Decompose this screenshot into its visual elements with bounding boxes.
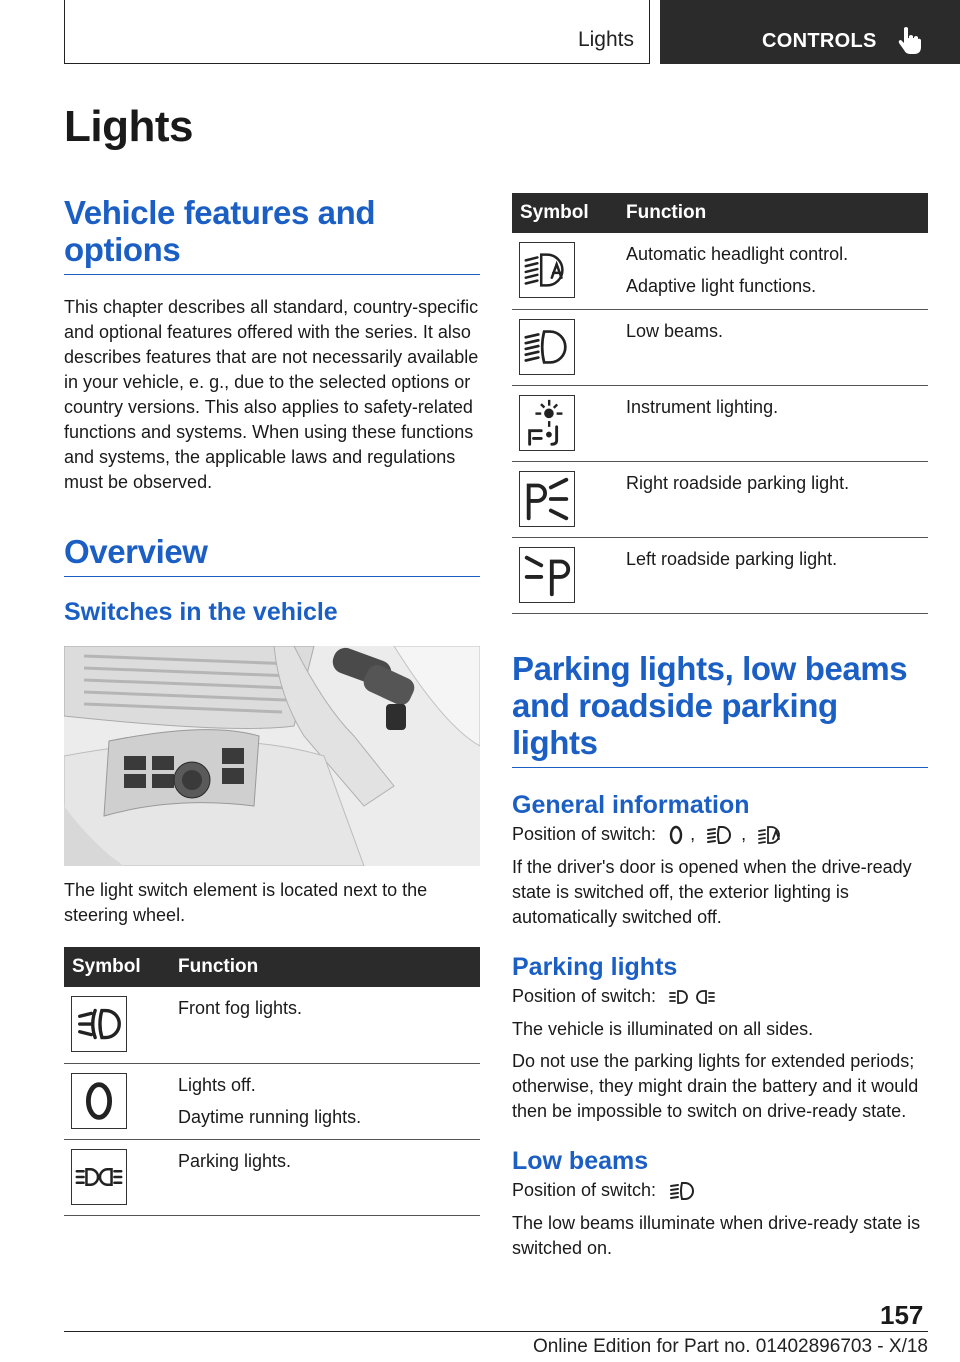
parking-section-heading: Parking lights, low beams and roadside parking lights: [512, 650, 928, 768]
overview-section: [64, 533, 480, 627]
table-row: Lights off. Daytime running lights.: [64, 1063, 480, 1139]
front-fog-lights-icon: [71, 996, 127, 1052]
table-row: Automatic headlight control. Adaptive light functions.: [512, 233, 928, 309]
table-row: Right roadside parking light.: [512, 461, 928, 537]
pointing-hand-icon: [896, 26, 922, 56]
right-roadside-parking-icon: [519, 471, 575, 527]
header-chapter-tab: [660, 0, 960, 64]
switch-caption: The light switch element is located next to the steering wheel.: [64, 880, 428, 925]
symbol-table-right: [512, 193, 928, 614]
parking-section: [512, 650, 928, 1261]
parking-lights-p1: The vehicle is illuminated on all sides.: [512, 1019, 814, 1039]
table-header-function: Function: [618, 193, 928, 233]
parking-position-line: Position of switch:: [512, 984, 928, 1009]
low-beams-position-line: Position of switch:: [512, 1178, 928, 1203]
automatic-headlight-icon: [519, 242, 575, 298]
general-info-heading: General information: [512, 791, 750, 819]
table-header-function: Function: [170, 947, 480, 987]
table-row: Low beams.: [512, 309, 928, 385]
symbol-table-left: [64, 947, 480, 1216]
header-frame: [64, 0, 650, 64]
instrument-lighting-icon: [519, 395, 575, 451]
parking-lights-heading: Parking lights: [512, 953, 678, 981]
automatic-headlight-icon: [757, 824, 787, 846]
chapter-label: CONTROLS: [762, 30, 877, 52]
switches-heading: Switches in the vehicle: [64, 598, 338, 626]
table-header-symbol: Symbol: [64, 947, 170, 987]
table-row: Front fog lights.: [64, 987, 480, 1063]
lights-off-icon: [71, 1073, 127, 1129]
table-row: Parking lights.: [64, 1139, 480, 1215]
page-title: Lights: [64, 102, 193, 151]
lights-off-icon: [667, 824, 685, 846]
footer-edition: Online Edition for Part no. 01402896703 - X/18: [532, 1336, 928, 1357]
low-beams-p1: The low beams illuminate when drive-ready state is switched on.: [512, 1213, 921, 1258]
low-beams-icon: [706, 824, 736, 846]
vehicle-features-body: This chapter describes all standard, country-specific and optional features offered with the series. It also describes features that are not necessarily available in your vehicle, e. g., due to the selected options or country versions. This also applies to safety-related functions and systems. When using these functions and systems, the applicable laws and regulations must be observed.: [64, 297, 479, 492]
low-beams-icon: [669, 1180, 699, 1202]
vehicle-features-section: [64, 194, 480, 495]
parking-lights-icon: [71, 1149, 127, 1205]
table-row: Instrument lighting.: [512, 385, 928, 461]
low-beams-icon: [519, 319, 575, 375]
low-beams-heading: Low beams: [512, 1147, 649, 1175]
footer-divider: [64, 1331, 928, 1332]
general-info-body: If the driver's door is opened when the drive-ready state is switched off, the exterior lighting is automatically switched off.: [512, 857, 912, 927]
general-position-line: Position of switch: , ,: [512, 822, 928, 847]
parking-lights-icon: [669, 986, 715, 1008]
left-roadside-parking-icon: [519, 547, 575, 603]
light-switch-illustration: [64, 646, 480, 866]
header-section-title: Lights: [577, 28, 634, 51]
overview-heading: Overview: [64, 533, 480, 577]
parking-lights-p2: Do not use the parking lights for extended periods; otherwise, they might drain the battery and it would then be impossible to switch on drive-ready state.: [512, 1051, 919, 1121]
page-number: 157: [880, 1300, 924, 1330]
table-row: Left roadside parking light.: [512, 537, 928, 613]
vehicle-features-heading: Vehicle features and options: [64, 194, 480, 275]
table-header-symbol: Symbol: [512, 193, 618, 233]
